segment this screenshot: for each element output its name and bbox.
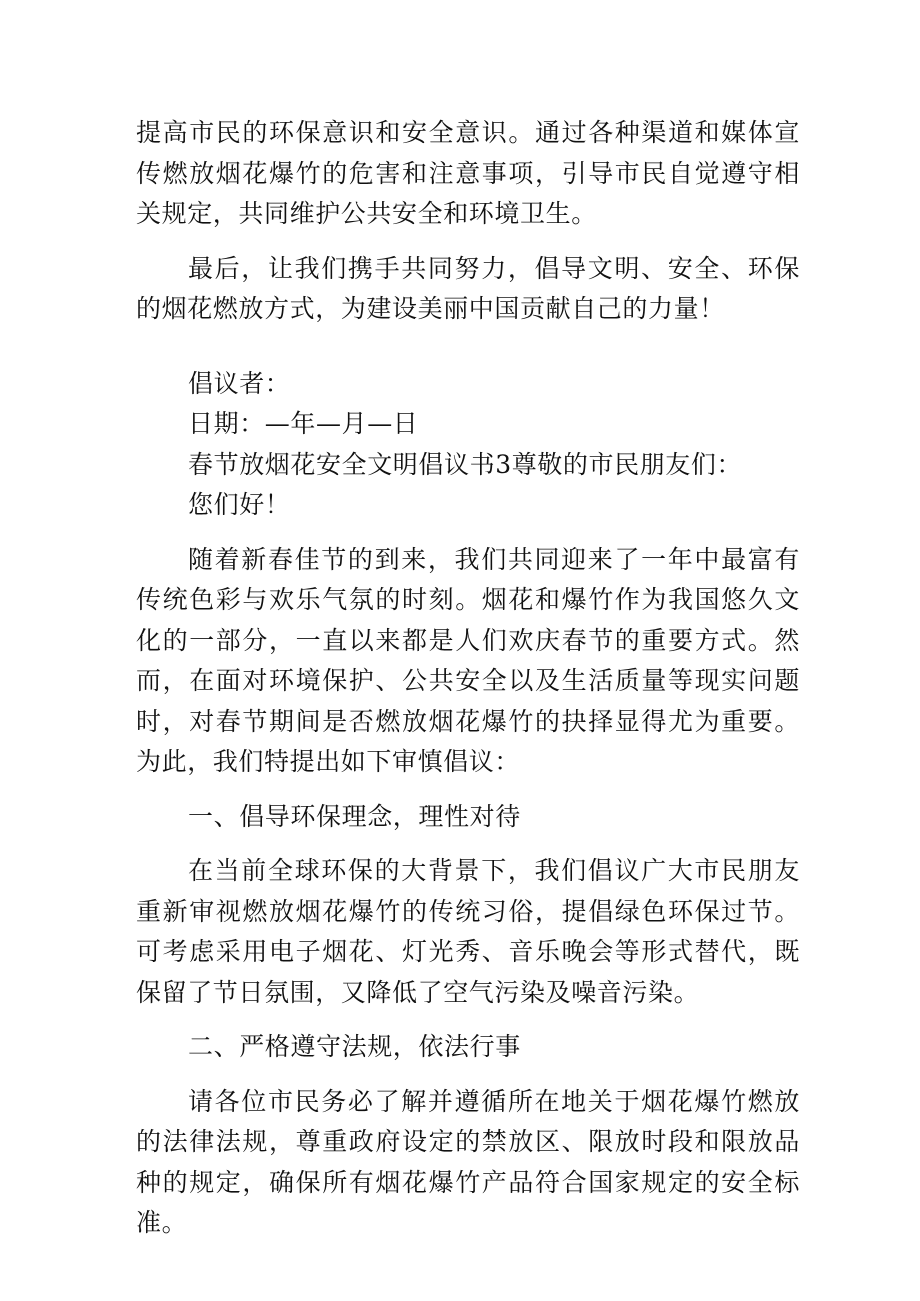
heading-point-one: 一、倡导环保理念，理性对待 [188, 801, 521, 831]
section-title-proposal-3: 春节放烟花安全文明倡议书3尊敬的市民朋友们： [188, 449, 743, 479]
signature-initiator: 倡议者： [188, 368, 291, 398]
document-page [136, 113, 800, 1244]
paragraph-awareness: 提高市民的环保意识和安全意识。通过各种渠道和媒体宣传燃放烟花爆竹的危害和注意事项，引导市民自觉遵守相关规定，共同维护公共安全和环境卫生。 [136, 118, 800, 228]
signature-date: 日期：—年—月—日 [188, 409, 419, 438]
heading-point-two: 二、严格遵守法规，依法行事 [188, 1032, 521, 1061]
paragraph-introduction: 随着新春佳节的到来，我们共同迎来了一年中最富有传统色彩与欢乐气氛的时刻。烟花和爆竹作为我国悠久文化的一部分，一直以来都是人们欢庆春节的重要方式。然而，在面对环境保护、公共安全以及生活质量等现实问题时，对春节期间是否燃放烟花爆竹的抉择显得尤为重要。为此，我们特提出如下审慎倡议： [136, 544, 800, 776]
paragraph-point-one: 在当前全球环保的大背景下，我们倡议广大市民朋友重新审视燃放烟花爆竹的传统习俗，提倡绿色环保过节。可考虑采用电子烟花、灯光秀、音乐晚会等形式替代，既保留了节日氛围，又降低了空气污染及噪音污染。 [136, 856, 800, 1007]
paragraph-point-two: 请各位市民务必了解并遵循所在地关于烟花爆竹燃放的法律法规，尊重政府设定的禁放区、限放时段和限放品种的规定，确保所有烟花爆竹产品符合国家规定的安全标准。 [136, 1086, 800, 1237]
greeting: 您们好！ [188, 490, 291, 519]
paragraph-closing: 最后，让我们携手共同努力，倡导文明、安全、环保的烟花燃放方式，为建设美丽中国贡献自己的力量！ [136, 253, 800, 323]
